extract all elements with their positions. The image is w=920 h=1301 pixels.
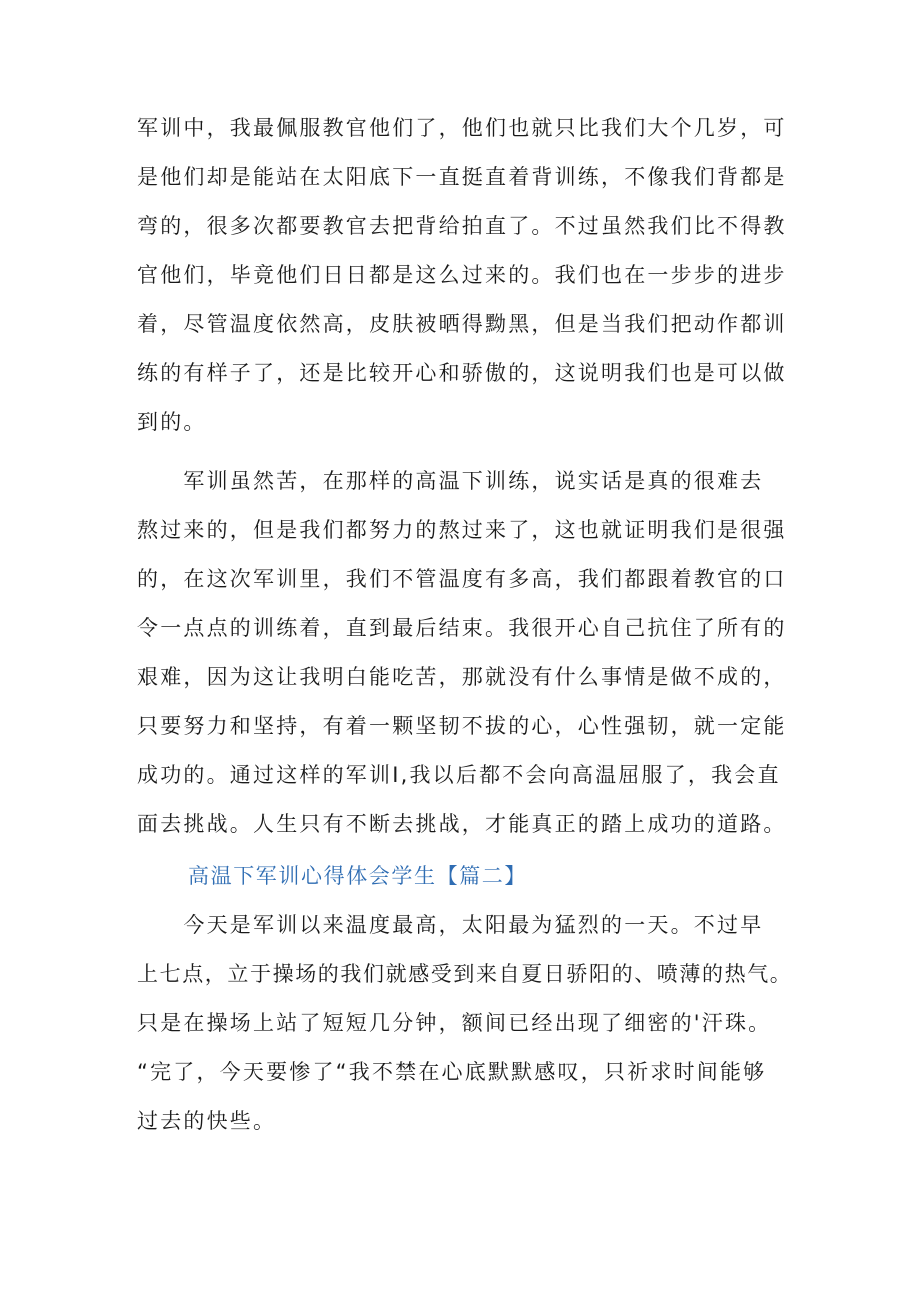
paragraph-line: 面去挑战。人生只有不断去挑战，才能真正的踏上成功的道路。 [137,812,787,836]
paragraph-3 [137,901,797,1146]
paragraph-line: 过去的快些。 [137,1109,277,1133]
paragraph-line: 上七点，立于操场的我们就感受到来自夏日骄阳的、喷薄的热气。 [137,962,793,986]
paragraph-line: 的，在这次军训里，我们不管温度有多高，我们都跟着教官的口 [137,567,787,591]
paragraph-line: 令一点点的训练着，直到最后结束。我很开心自己抗住了所有的 [137,616,787,640]
paragraph-line: 到的。 [137,410,207,434]
paragraph-line: 练的有样子了，还是比较开心和骄傲的，这说明我们也是可以做 [137,361,787,385]
paragraph-line: 只要努力和坚持，有着一颗坚韧不拔的心，心性强韧，就一定能 [137,714,787,738]
paragraph-1 [137,104,797,447]
paragraph-line: 只是在操场上站了短短几分钟，额间已经出现了细密的'汗珠。 [137,1011,772,1035]
paragraph-line: “完了，今天要惨了“我不禁在心底默默感叹，只祈求时间能够 [137,1060,767,1084]
paragraph-2 [137,457,797,849]
paragraph-line: 官他们，毕竟他们日日都是这么过来的。我们也在一步步的进步 [137,263,787,287]
paragraph-line: 艰难，因为这让我明白能吃苦，那就没有什么事情是做不成的， [137,665,787,689]
paragraph-line: 是他们却是能站在太阳底下一直挺直着背训练，不像我们背都是 [137,165,787,189]
section-heading: 高温下军训心得体会学生【篇二】 [188,864,527,888]
paragraph-line: 弯的，很多次都要教官去把背给拍直了。不过虽然我们比不得教 [137,214,787,238]
paragraph-line: 熬过来的，但是我们都努力的熬过来了，这也就证明我们是很强 [137,518,787,542]
paragraph-line: 军训中，我最佩服教官他们了，他们也就只比我们大个几岁，可 [137,116,787,140]
paragraph-line: 军训虽然苦，在那样的高温下训练，说实话是真的很难去 [137,469,764,493]
paragraph-line: 今天是军训以来温度最高，太阳最为猛烈的一天。不过早 [137,913,764,937]
paragraph-line: 着，尽管温度依然高，皮肤被晒得黝黑，但是当我们把动作都训 [137,312,787,336]
paragraph-line: 成功的。通过这样的军训Ⅰ,我以后都不会向高温屈服了，我会直 [137,763,781,787]
